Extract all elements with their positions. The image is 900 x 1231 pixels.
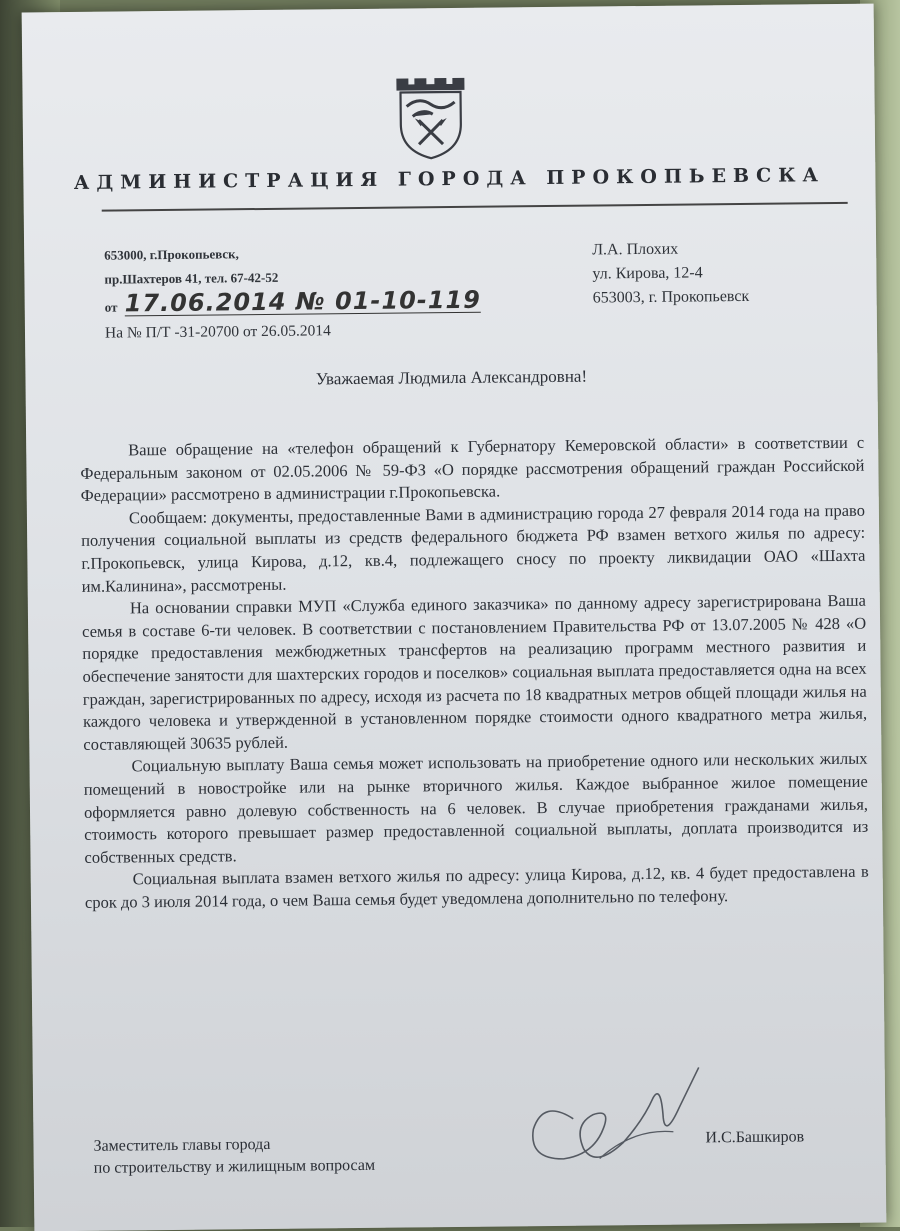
signatory-position xyxy=(93,1133,375,1180)
sender-block xyxy=(104,240,481,346)
handwritten-signature xyxy=(503,1057,734,1189)
header-divider xyxy=(102,202,848,212)
body-paragraph-1: Ваше обращение на «телефон обращений к Губернатору Кемеровской области» в соответствии с Федеральным законом от 02.05.2006 № 59-ФЗ «О порядке рассмотрения обращений граждан Российской Федерации» рассмотрено в администрации г.Прокопьевска. xyxy=(80,432,865,506)
outgoing-number-line xyxy=(104,285,482,320)
letter-page xyxy=(22,4,887,1231)
reference-line: На № П/Т -31-20700 от 26.05.2014 xyxy=(104,322,331,342)
recipient-street: ул. Кирова, 12-4 xyxy=(592,264,703,283)
handwritten-outgoing-number: 17.06.2014 № 01-10-119 xyxy=(124,285,482,318)
signatory-name: И.С.Башкиров xyxy=(705,1128,805,1147)
sender-address-line2: пр.Шахтеров 41, тел. 67-42-52 xyxy=(104,269,279,287)
body-paragraph-4: Социальную выплату Ваша семья может использовать на приобретение одного или нескольких жилых помещений в новостройке или на рынке вторичного жилья. Каждое выбранное жилое помещение оформляется равно долевую собственность на 6 человек. В случае приобретения гражданами жилья, стоимость которого превышает размер предоставленной социальной выплаты, доплата производится из собственных средств. xyxy=(83,748,869,867)
recipient-block xyxy=(592,237,749,311)
signatory-position-line2: по строительству и жилищным вопросам xyxy=(93,1156,376,1177)
signatory-position-line1: Заместитель главы города xyxy=(93,1135,271,1155)
body-paragraph-3: На основании справки МУП «Служба единого заказчика» по данному адресу зарегистрирована Ваша семья в составе 6-ти человек. В соответствии с постановлением Правительства РФ от 13.07.2005 № 428 «О порядке предоставления межбюджетных трансфертов на реализацию программ местного развития и обеспечение занятости для шахтерских городов и поселков» социальная выплата предоставляется одна на всех граждан, зарегистрированных по адресу, исходя из расчета по 18 квадратных метров общей площади жилья на каждого человека и утвержденной в установленном порядке стоимости одного квадратного метра жилья, составляющей 30635 рублей. xyxy=(82,590,868,754)
body-paragraph-5: Социальная выплата взамен ветхого жилья по адресу: улица Кирова, д.12, кв. 4 будет предоставлена в срок до 3 июля 2014 года, о чем Ваша семья будет уведомлена дополнительно по телефону. xyxy=(84,861,869,912)
letter-body xyxy=(80,432,869,915)
coat-of-arms-icon xyxy=(392,74,469,161)
recipient-city: 653003, г. Прокопьевск xyxy=(592,287,750,307)
from-prefix: от xyxy=(104,299,118,315)
body-paragraph-2: Сообщаем: документы, предоставленные Вами в администрацию города 27 февраля 2014 года на право получения социальной выплаты из средств федерального бюджета РФ взамен ветхого жилья по адресу: г.Прокопьевск, улица Кирова, д.12, кв.4, подлежащего сносу по проекту ликвидации ОАО «Шахта им.Калинина», рассмотрены. xyxy=(81,500,866,596)
sender-address-line1: 653000, г.Прокопьевск, xyxy=(104,246,239,263)
recipient-name: Л.А. Плохих xyxy=(592,240,679,259)
organization-title: АДМИНИСТРАЦИЯ ГОРОДА ПРОКОПЬЕВСКА xyxy=(73,164,826,194)
salutation: Уважаемая Людмила Александровна! xyxy=(315,366,588,389)
